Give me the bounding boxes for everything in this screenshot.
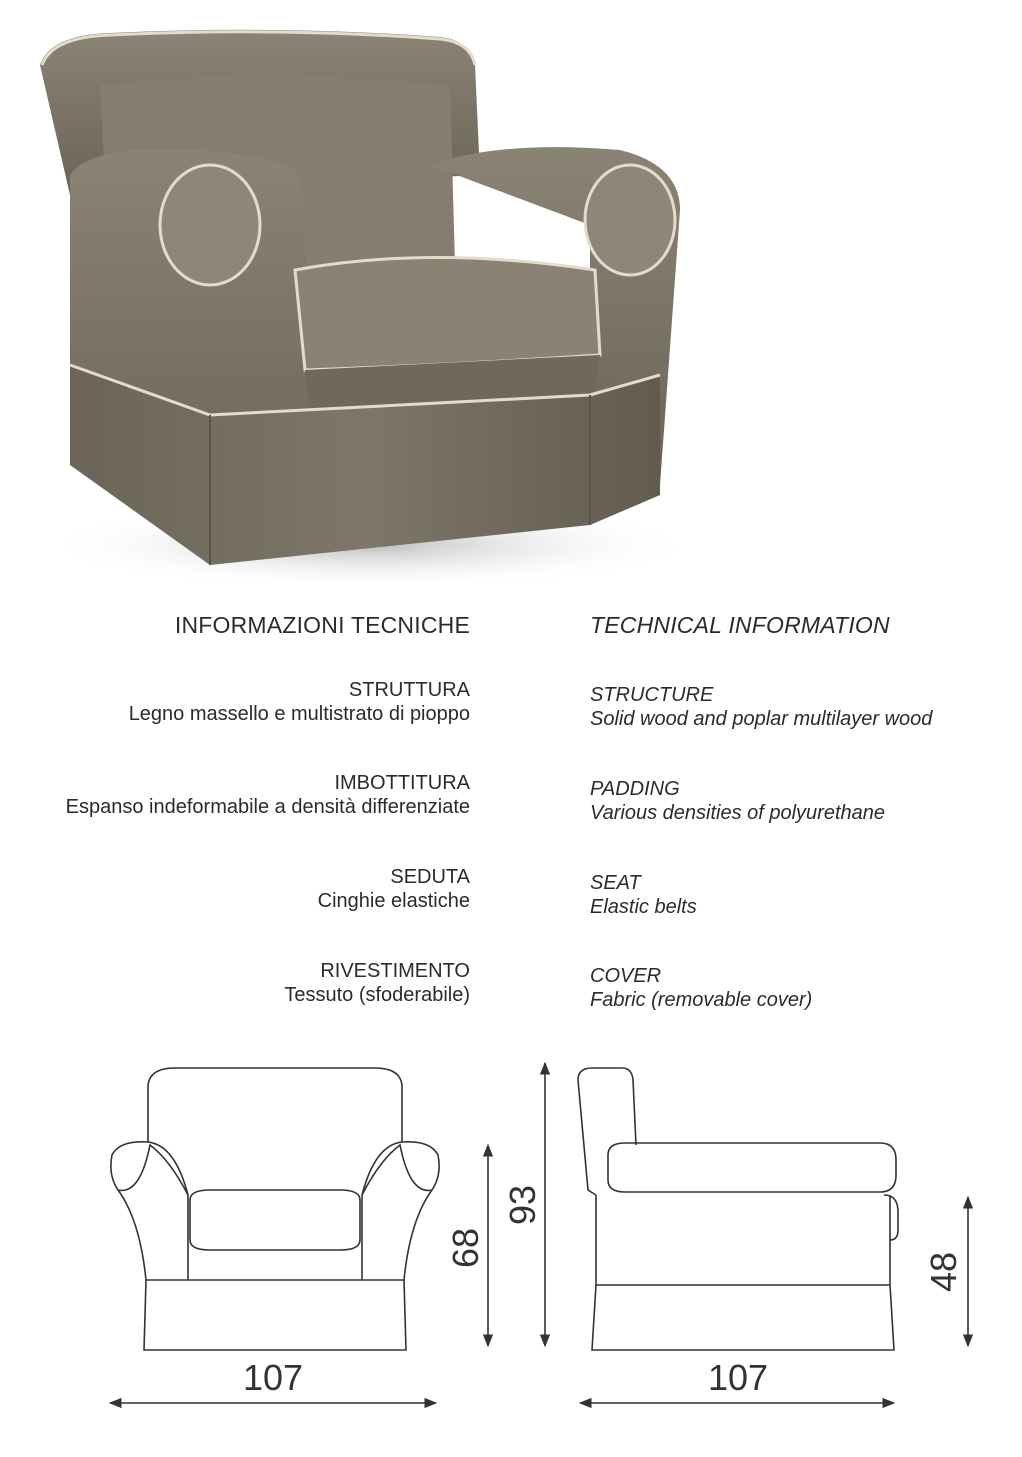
- spec-value: Various densities of polyurethane: [590, 802, 885, 824]
- spec-value: Solid wood and poplar multilayer wood: [590, 708, 933, 730]
- spec-label: COVER: [590, 965, 662, 987]
- total-height-label: 93: [502, 1184, 543, 1226]
- spec-value: Legno massello e multistrato di pioppo: [128, 703, 470, 725]
- spec-cover-en: [590, 964, 1010, 1012]
- spec-seat-it: [0, 865, 470, 913]
- spec-cover-it: [0, 959, 470, 1007]
- spec-label: SEAT: [590, 872, 641, 894]
- english-heading: TECHNICAL INFORMATION: [590, 612, 890, 638]
- seat-height-label: 48: [923, 1251, 964, 1293]
- spec-label: PADDING: [590, 778, 680, 800]
- spec-structure-en: [590, 683, 1010, 731]
- spec-padding-it: [0, 771, 470, 819]
- arm-height-label: 68: [445, 1227, 486, 1269]
- side-view-drawing: [578, 1068, 898, 1350]
- spec-label: IMBOTTITURA: [334, 772, 470, 794]
- spec-value: Cinghie elastiche: [317, 890, 470, 912]
- spec-label: RIVESTIMENTO: [320, 960, 470, 982]
- armchair-photo: [30, 25, 710, 585]
- dimension-drawings: [0, 1040, 1022, 1457]
- spec-value: Espanso indeformabile a densità differenziate: [65, 796, 470, 818]
- spec-label: STRUTTURA: [348, 679, 470, 701]
- spec-value: Fabric (removable cover): [590, 989, 813, 1011]
- front-view-drawing: [111, 1068, 439, 1350]
- spec-value: Elastic belts: [590, 896, 697, 918]
- side-depth-label: 107: [707, 1357, 769, 1398]
- spec-seat-en: [590, 871, 1010, 919]
- spec-structure-it: [0, 678, 470, 726]
- italian-heading: INFORMAZIONI TECNICHE: [174, 612, 470, 638]
- spec-label: SEDUTA: [390, 866, 470, 888]
- spec-padding-en: [590, 777, 1010, 825]
- spec-value: Tessuto (sfoderabile): [284, 984, 470, 1006]
- spec-label: STRUCTURE: [590, 684, 714, 706]
- front-width-label: 107: [242, 1357, 304, 1398]
